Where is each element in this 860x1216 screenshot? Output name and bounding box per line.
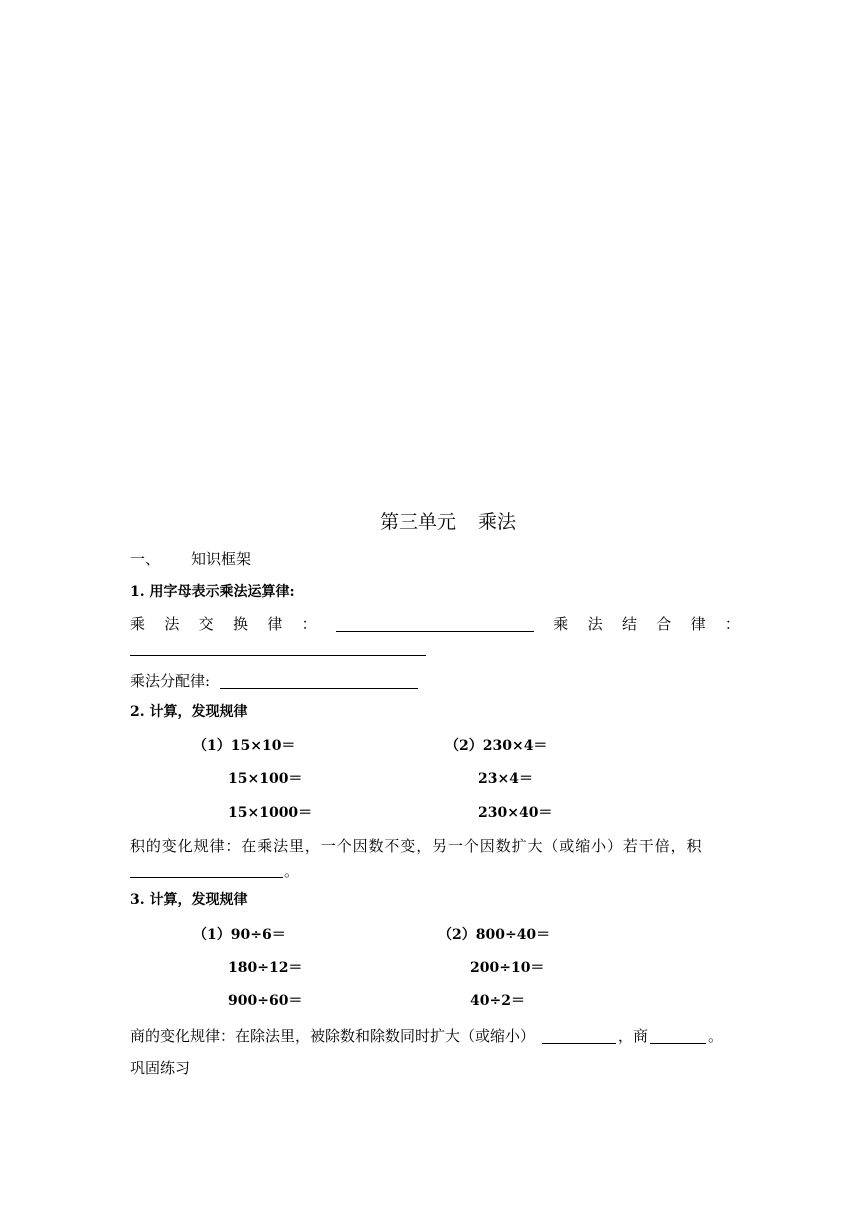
- associative-char: 结: [621, 615, 637, 633]
- commutative-char: 乘: [130, 615, 146, 633]
- q3-left-line-3: 900÷60＝: [228, 993, 303, 1009]
- q3-left-line-2: 180÷12＝: [228, 960, 303, 976]
- q3-right-line-2: 200÷10＝: [470, 960, 545, 976]
- q2-label: 2. 计算，发现规律: [130, 704, 248, 720]
- title-unit: 第三单元: [380, 511, 457, 533]
- page-title: [380, 513, 516, 532]
- q2-right-line-2: 23×4＝: [478, 771, 533, 787]
- distributive-label: 乘法分配律:: [130, 672, 211, 690]
- commutative-char: 法: [164, 615, 180, 633]
- q2-left-line-2: 15×100＝: [228, 771, 303, 787]
- quotient-rule-blank-1[interactable]: [542, 1043, 616, 1044]
- associative-char: 合: [656, 615, 672, 633]
- q3-right-line-1: （2）800÷40＝: [438, 927, 551, 943]
- q2-right-line-3: 230×40＝: [478, 805, 553, 821]
- q3-label: 3. 计算，发现规律: [130, 892, 248, 908]
- product-rule-text: 积的变化规律：在乘法里，一个因数不变，另一个因数扩大（或缩小）若干倍，积: [130, 837, 703, 855]
- associative-answer-blank[interactable]: [130, 655, 426, 656]
- associative-char: 律: [690, 615, 706, 633]
- q2-left-line-1: （1）15×10＝: [193, 738, 296, 754]
- distributive-answer-blank[interactable]: [220, 688, 418, 689]
- commutative-char: 律: [267, 615, 283, 633]
- q3-left-line-1: （1）90÷6＝: [193, 927, 286, 943]
- commutative-char: 换: [232, 615, 248, 633]
- associative-char: ：: [724, 615, 740, 633]
- q3-right-line-3: 40÷2＝: [470, 993, 525, 1009]
- quotient-rule-text: 商的变化规律：在除法里，被除数和除数同时扩大（或缩小）: [130, 1027, 536, 1045]
- section-number: 一、: [130, 550, 161, 568]
- q2-left-line-3: 15×1000＝: [228, 805, 313, 821]
- product-rule-end: 。: [284, 862, 300, 880]
- commutative-answer-blank[interactable]: [336, 617, 534, 632]
- practice-heading: 巩固练习: [130, 1059, 191, 1077]
- associative-char: 乘: [553, 615, 569, 633]
- section-heading: 知识框架: [191, 550, 252, 568]
- commutative-char: ：: [301, 615, 317, 633]
- q2-right-line-1: （2）230×4＝: [445, 738, 548, 754]
- quotient-rule-end: 。: [708, 1027, 724, 1045]
- title-topic: 乘法: [478, 511, 517, 533]
- commutative-char: 交: [198, 615, 214, 633]
- commutative-law-row: [130, 617, 740, 632]
- associative-char: 法: [587, 615, 603, 633]
- q1-label: 1. 用字母表示乘法运算律:: [130, 584, 295, 600]
- quotient-rule-blank-2[interactable]: [650, 1043, 706, 1044]
- quotient-rule-mid: ，商: [618, 1027, 649, 1045]
- product-rule-blank[interactable]: [130, 877, 283, 878]
